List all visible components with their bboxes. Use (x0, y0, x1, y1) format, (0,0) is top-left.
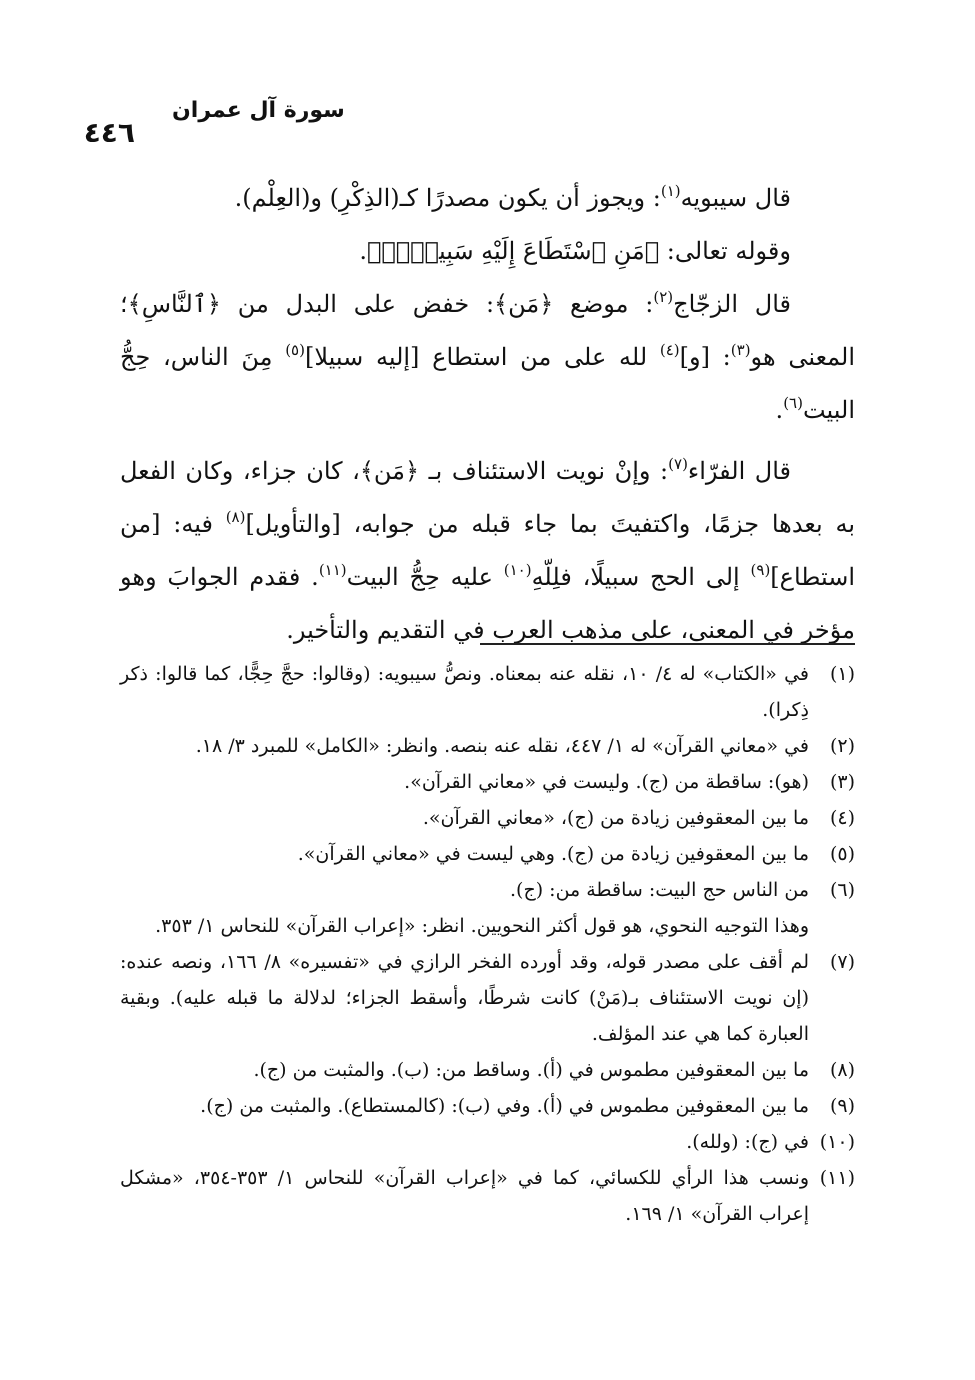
footnote-text: (هو): ساقطة من (ج). وليست في «معاني القرآن». (404, 771, 809, 793)
footnote-ref[interactable]: (٤) (659, 341, 680, 359)
footnote-text: لم أقف على مصدر قوله، وقد أورده الفخر الرازي في «تفسيره» ٨/ ١٦٦، ونصه عنده: (إن نويت الاستئناف بـ(مَنْ) كانت شرطًا، وأسقط الجزاء؛ لدلالة ما قبله عليه). وبقية العبارة كما هي عند المؤلف. (120, 951, 809, 1045)
footnote-ref[interactable]: (٢) (653, 288, 674, 306)
text-run: قال الفرّاء (687, 457, 791, 485)
footnote-ref[interactable]: (١١) (318, 561, 347, 579)
text-run: عليه حِجُّ البيت (346, 563, 504, 591)
footnote-number: (٥) (829, 843, 855, 865)
text-run: فيه: [من استطاع] (120, 510, 855, 591)
footnote-ref[interactable]: (٦) (783, 394, 803, 412)
footnote-text: في (ج): (ولله). (686, 1131, 809, 1153)
footnote-number: (٩) (829, 1095, 855, 1117)
footnote-text: في «معاني القرآن» له ١/ ٤٤٧، نقله عنه بنصه. وانظر: «الكامل» للمبرد ٣/ ١٨. (195, 735, 809, 757)
footnote-ref[interactable]: (١) (660, 182, 681, 200)
footnote-number: (٨) (829, 1059, 855, 1081)
footnote-ref[interactable]: (٩) (750, 561, 771, 579)
text-run: مِنَ الناس، حِجُّ البيت (120, 343, 855, 424)
footnote-text: ما بين المعقوفين زيادة من (ج)، «معاني القرآن». (422, 807, 809, 829)
footnote-number: (١١) (819, 1167, 855, 1189)
text-run: : [و] (679, 343, 731, 371)
footnote-text: ما بين المعقوفين مطموس في (أ). وفي (ب): (كالمستطاع). والمثبت من (ج). (200, 1095, 809, 1117)
footnote-text: من الناس حج البيت: ساقطة من: (ج). (510, 879, 809, 901)
text-run: قال الزجّاج (673, 290, 791, 318)
text-run: إلى الحج سبيلًا، فلِلّهِ (531, 563, 751, 591)
footnote-9 (120, 1088, 855, 1124)
footnote-ref[interactable]: (٣) (730, 341, 751, 359)
text-run: وقوله تعالى: ﴿مَنِ ٱسْتَطَاعَ إِلَيْهِ سَبِيلًاۚ﴾. (359, 237, 791, 265)
footnote-6 (120, 872, 855, 908)
main-text (120, 172, 855, 657)
text-run: قال سيبويه (680, 184, 791, 212)
footnote-10 (120, 1124, 855, 1160)
text-run: . فقدم الجوابَ وهو مؤخر في المعنى، على مذهب العرب في التقديم والتأخير. (120, 563, 855, 644)
footnote-7 (120, 944, 855, 1052)
footnote-text: ما بين المعقوفين مطموس في (أ). وساقط من: (ب). والمثبت من (ج). (253, 1059, 809, 1081)
footnote-ref[interactable]: (٥) (285, 341, 305, 359)
footnote-ref[interactable]: (٨) (225, 508, 246, 526)
text-run: : ويجوز أن يكون مصدرًا كـ(الذِكْرِ) و(العِلْم). (234, 184, 661, 212)
footnote-6-continuation: وهذا التوجيه النحوي، هو قول أكثر النحويين. انظر: «إعراب القرآن» للنحاس ١/ ٣٥٣. (155, 915, 809, 937)
footnote-11 (120, 1160, 855, 1232)
paragraph-farra (120, 445, 855, 657)
footnote-2 (120, 728, 855, 764)
footnote-8 (120, 1052, 855, 1088)
footnote-5 (120, 836, 855, 872)
running-header-title: سورة آل عمران (172, 98, 345, 123)
footnote-4 (120, 800, 855, 836)
paragraph-quran-verse (120, 225, 855, 278)
footnote-ref[interactable]: (١٠) (503, 561, 532, 579)
footnote-number: (٧) (829, 951, 855, 973)
footnote-3 (120, 764, 855, 800)
text-run: : وإنْ نويت الاستئناف بـ ﴿مَن﴾، كان جزاء، وكان الفعل به بعدها جزمًا، واكتفيتَ بما جاء قبله من جوابه، [والتأويل] (120, 457, 856, 538)
text-run: . (775, 396, 784, 424)
footnote-text: ما بين المعقوفين زيادة من (ج). وهي ليست في «معاني القرآن». (297, 843, 809, 865)
footnote-text: ونسب هذا الرأي للكسائي، كما في «إعراب القرآن» للنحاس ١/ ٣٥٣-٣٥٤، «مشكل إعراب القرآن» ١/ ١٦٩. (120, 1167, 810, 1225)
paragraph-sibawayh (120, 172, 855, 225)
footnote-number: (١٠) (819, 1131, 855, 1153)
text-run: : موضع ﴿مَن﴾: خفض على البدل من ﴿ٱلنَّاسِ﴾؛ المعنى هو (120, 290, 855, 371)
footnote-1 (120, 656, 855, 728)
paragraph-zajjaj (120, 278, 855, 437)
page-number: ٤٤٦ (83, 116, 135, 149)
footnote-number: (٢) (829, 735, 855, 757)
text-run: لله على من استطاع [إليه سبيلا] (304, 343, 660, 371)
footnote-number: (٦) (829, 879, 855, 901)
footnote-number: (٣) (829, 771, 855, 793)
footnote-number: (١) (829, 663, 855, 685)
footnote-number: (٤) (829, 807, 855, 829)
footnotes (120, 656, 855, 1232)
footnote-divider (480, 643, 855, 645)
footnote-ref[interactable]: (٧) (668, 455, 688, 473)
footnote-text: في «الكتاب» له ٤/ ١٠، نقله عنه بمعناه. ونصُّ سيبويه: (وقالوا: حجَّ حِجًّا، كما قالوا: ذكر ذِكرا). (120, 663, 809, 721)
